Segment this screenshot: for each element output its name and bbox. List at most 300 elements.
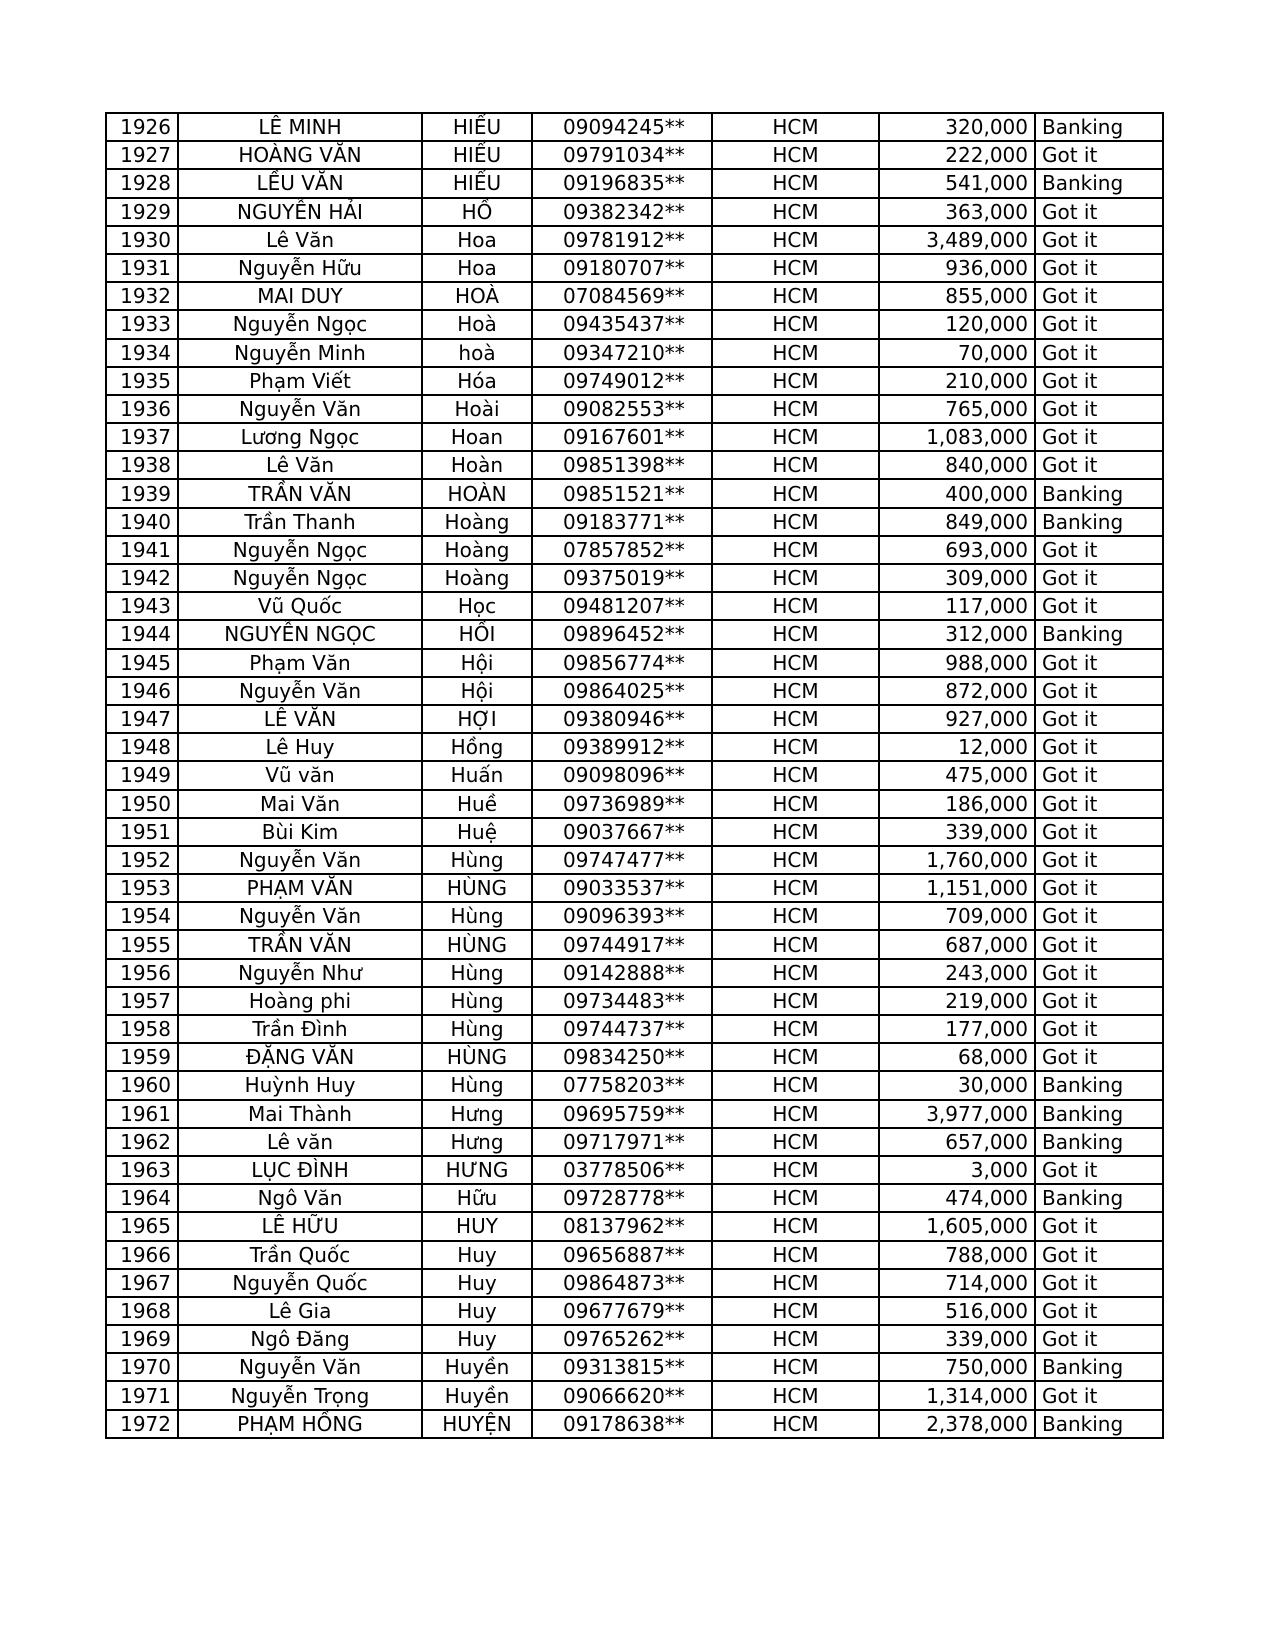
amount-cell: 988,000 — [879, 649, 1035, 677]
status-cell: Got it — [1035, 874, 1163, 902]
table-row — [106, 818, 1163, 846]
status-cell: Banking — [1035, 1353, 1163, 1381]
table-row — [106, 649, 1163, 677]
amount-cell: 1,083,000 — [879, 423, 1035, 451]
last-name-cell: NGUYỄN NGỌC — [178, 620, 422, 648]
last-name-cell: TRẦN VĂN — [178, 930, 422, 958]
phone-cell: 09167601** — [532, 423, 712, 451]
table-row — [106, 508, 1163, 536]
city-cell: HCM — [712, 846, 879, 874]
first-name-cell: Hoàng — [422, 564, 532, 592]
table-row — [106, 141, 1163, 169]
table-row — [106, 226, 1163, 254]
amount-cell: 541,000 — [879, 169, 1035, 197]
first-name-cell: Hưng — [422, 1100, 532, 1128]
phone-cell: 09180707** — [532, 254, 712, 282]
phone-cell: 07084569** — [532, 282, 712, 310]
last-name-cell: Nguyễn Văn — [178, 677, 422, 705]
status-cell: Got it — [1035, 1043, 1163, 1071]
table-row — [106, 254, 1163, 282]
row-number-cell: 1953 — [106, 874, 178, 902]
status-cell: Got it — [1035, 423, 1163, 451]
first-name-cell: Hùng — [422, 987, 532, 1015]
city-cell: HCM — [712, 451, 879, 479]
table-row — [106, 479, 1163, 507]
amount-cell: 30,000 — [879, 1071, 1035, 1099]
city-cell: HCM — [712, 1381, 879, 1409]
city-cell: HCM — [712, 902, 879, 930]
last-name-cell: Lê Huy — [178, 733, 422, 761]
last-name-cell: Lê văn — [178, 1128, 422, 1156]
table-row — [106, 1071, 1163, 1099]
city-cell: HCM — [712, 1156, 879, 1184]
phone-cell: 07758203** — [532, 1071, 712, 1099]
phone-cell: 09481207** — [532, 592, 712, 620]
last-name-cell: LỀU VĂN — [178, 169, 422, 197]
row-number-cell: 1944 — [106, 620, 178, 648]
first-name-cell: HOÀN — [422, 479, 532, 507]
last-name-cell: TRẦN VĂN — [178, 479, 422, 507]
city-cell: HCM — [712, 761, 879, 789]
city-cell: HCM — [712, 395, 879, 423]
phone-cell: 09728778** — [532, 1184, 712, 1212]
table-row — [106, 959, 1163, 987]
table-row — [106, 1353, 1163, 1381]
city-cell: HCM — [712, 536, 879, 564]
amount-cell: 186,000 — [879, 790, 1035, 818]
phone-cell: 09096393** — [532, 902, 712, 930]
status-cell: Got it — [1035, 254, 1163, 282]
row-number-cell: 1962 — [106, 1128, 178, 1156]
phone-cell: 07857852** — [532, 536, 712, 564]
city-cell: HCM — [712, 113, 879, 141]
table-row — [106, 987, 1163, 1015]
amount-cell: 765,000 — [879, 395, 1035, 423]
status-cell: Got it — [1035, 1241, 1163, 1269]
amount-cell: 3,977,000 — [879, 1100, 1035, 1128]
amount-cell: 70,000 — [879, 339, 1035, 367]
row-number-cell: 1932 — [106, 282, 178, 310]
last-name-cell: Ngô Đăng — [178, 1325, 422, 1353]
last-name-cell: Lê Văn — [178, 451, 422, 479]
first-name-cell: Hoa — [422, 254, 532, 282]
last-name-cell: Lê Văn — [178, 226, 422, 254]
row-number-cell: 1954 — [106, 902, 178, 930]
city-cell: HCM — [712, 733, 879, 761]
amount-cell: 3,489,000 — [879, 226, 1035, 254]
city-cell: HCM — [712, 649, 879, 677]
table-row — [106, 1381, 1163, 1409]
first-name-cell: Hùng — [422, 1015, 532, 1043]
amount-cell: 210,000 — [879, 367, 1035, 395]
table-row — [106, 1128, 1163, 1156]
status-cell: Got it — [1035, 818, 1163, 846]
table-row — [106, 536, 1163, 564]
amount-cell: 400,000 — [879, 479, 1035, 507]
phone-cell: 09098096** — [532, 761, 712, 789]
row-number-cell: 1956 — [106, 959, 178, 987]
row-number-cell: 1963 — [106, 1156, 178, 1184]
status-cell: Got it — [1035, 761, 1163, 789]
last-name-cell: Nguyễn Văn — [178, 902, 422, 930]
last-name-cell: Vũ văn — [178, 761, 422, 789]
amount-cell: 714,000 — [879, 1269, 1035, 1297]
table-row — [106, 169, 1163, 197]
amount-cell: 657,000 — [879, 1128, 1035, 1156]
table-row — [106, 1015, 1163, 1043]
first-name-cell: HUYỆN — [422, 1410, 532, 1438]
status-cell: Banking — [1035, 1410, 1163, 1438]
amount-cell: 177,000 — [879, 1015, 1035, 1043]
first-name-cell: hoà — [422, 339, 532, 367]
table-row — [106, 1043, 1163, 1071]
status-cell: Got it — [1035, 339, 1163, 367]
first-name-cell: HƯNG — [422, 1156, 532, 1184]
status-cell: Banking — [1035, 1071, 1163, 1099]
last-name-cell: Nguyễn Văn — [178, 1353, 422, 1381]
row-number-cell: 1966 — [106, 1241, 178, 1269]
phone-cell: 09744917** — [532, 930, 712, 958]
city-cell: HCM — [712, 987, 879, 1015]
status-cell: Got it — [1035, 592, 1163, 620]
row-number-cell: 1937 — [106, 423, 178, 451]
city-cell: HCM — [712, 930, 879, 958]
last-name-cell: Nguyễn Ngọc — [178, 536, 422, 564]
city-cell: HCM — [712, 564, 879, 592]
phone-cell: 09066620** — [532, 1381, 712, 1409]
row-number-cell: 1965 — [106, 1212, 178, 1240]
amount-cell: 117,000 — [879, 592, 1035, 620]
last-name-cell: ĐẶNG VĂN — [178, 1043, 422, 1071]
row-number-cell: 1971 — [106, 1381, 178, 1409]
row-number-cell: 1957 — [106, 987, 178, 1015]
amount-cell: 309,000 — [879, 564, 1035, 592]
city-cell: HCM — [712, 1015, 879, 1043]
city-cell: HCM — [712, 1353, 879, 1381]
table-row — [106, 846, 1163, 874]
amount-cell: 243,000 — [879, 959, 1035, 987]
first-name-cell: HÙNG — [422, 930, 532, 958]
city-cell: HCM — [712, 479, 879, 507]
phone-cell: 09094245** — [532, 113, 712, 141]
phone-cell: 09851398** — [532, 451, 712, 479]
records-table — [105, 112, 1164, 1439]
status-cell: Got it — [1035, 790, 1163, 818]
status-cell: Got it — [1035, 310, 1163, 338]
table-row — [106, 677, 1163, 705]
last-name-cell: Lương Ngọc — [178, 423, 422, 451]
status-cell: Got it — [1035, 198, 1163, 226]
last-name-cell: PHẠM VĂN — [178, 874, 422, 902]
row-number-cell: 1972 — [106, 1410, 178, 1438]
status-cell: Banking — [1035, 620, 1163, 648]
phone-cell: 09834250** — [532, 1043, 712, 1071]
table-row — [106, 1241, 1163, 1269]
first-name-cell: HIẾU — [422, 113, 532, 141]
amount-cell: 1,760,000 — [879, 846, 1035, 874]
status-cell: Got it — [1035, 395, 1163, 423]
row-number-cell: 1968 — [106, 1297, 178, 1325]
last-name-cell: Mai Thành — [178, 1100, 422, 1128]
first-name-cell: Huấn — [422, 761, 532, 789]
last-name-cell: Ngô Văn — [178, 1184, 422, 1212]
table-row — [106, 1269, 1163, 1297]
phone-cell: 09747477** — [532, 846, 712, 874]
last-name-cell: Hoàng phi — [178, 987, 422, 1015]
table-row — [106, 310, 1163, 338]
first-name-cell: Hữu — [422, 1184, 532, 1212]
amount-cell: 219,000 — [879, 987, 1035, 1015]
status-cell: Got it — [1035, 1381, 1163, 1409]
row-number-cell: 1969 — [106, 1325, 178, 1353]
status-cell: Got it — [1035, 564, 1163, 592]
last-name-cell: LÊ MINH — [178, 113, 422, 141]
last-name-cell: Huỳnh Huy — [178, 1071, 422, 1099]
phone-cell: 09781912** — [532, 226, 712, 254]
row-number-cell: 1952 — [106, 846, 178, 874]
amount-cell: 872,000 — [879, 677, 1035, 705]
amount-cell: 475,000 — [879, 761, 1035, 789]
first-name-cell: Hoàn — [422, 451, 532, 479]
first-name-cell: Huy — [422, 1241, 532, 1269]
phone-cell: 09178638** — [532, 1410, 712, 1438]
records-table-body — [106, 113, 1163, 1438]
last-name-cell: Nguyễn Văn — [178, 395, 422, 423]
row-number-cell: 1967 — [106, 1269, 178, 1297]
row-number-cell: 1933 — [106, 310, 178, 338]
phone-cell: 09142888** — [532, 959, 712, 987]
last-name-cell: PHẠM HỒNG — [178, 1410, 422, 1438]
city-cell: HCM — [712, 141, 879, 169]
row-number-cell: 1936 — [106, 395, 178, 423]
amount-cell: 516,000 — [879, 1297, 1035, 1325]
table-row — [106, 620, 1163, 648]
city-cell: HCM — [712, 705, 879, 733]
row-number-cell: 1941 — [106, 536, 178, 564]
first-name-cell: HIẾU — [422, 141, 532, 169]
amount-cell: 936,000 — [879, 254, 1035, 282]
phone-cell: 09736989** — [532, 790, 712, 818]
table-row — [106, 395, 1163, 423]
phone-cell: 09864873** — [532, 1269, 712, 1297]
first-name-cell: HỒ — [422, 198, 532, 226]
row-number-cell: 1955 — [106, 930, 178, 958]
phone-cell: 09695759** — [532, 1100, 712, 1128]
last-name-cell: Trần Đình — [178, 1015, 422, 1043]
status-cell: Banking — [1035, 479, 1163, 507]
row-number-cell: 1948 — [106, 733, 178, 761]
first-name-cell: Huy — [422, 1269, 532, 1297]
row-number-cell: 1959 — [106, 1043, 178, 1071]
row-number-cell: 1926 — [106, 113, 178, 141]
phone-cell: 09435437** — [532, 310, 712, 338]
first-name-cell: Huệ — [422, 818, 532, 846]
phone-cell: 09851521** — [532, 479, 712, 507]
city-cell: HCM — [712, 254, 879, 282]
first-name-cell: Hùng — [422, 902, 532, 930]
first-name-cell: Huề — [422, 790, 532, 818]
amount-cell: 2,378,000 — [879, 1410, 1035, 1438]
table-row — [106, 705, 1163, 733]
phone-cell: 09082553** — [532, 395, 712, 423]
table-row — [106, 1325, 1163, 1353]
phone-cell: 09656887** — [532, 1241, 712, 1269]
status-cell: Banking — [1035, 1184, 1163, 1212]
status-cell: Got it — [1035, 846, 1163, 874]
amount-cell: 222,000 — [879, 141, 1035, 169]
status-cell: Got it — [1035, 1325, 1163, 1353]
status-cell: Banking — [1035, 1100, 1163, 1128]
first-name-cell: Học — [422, 592, 532, 620]
city-cell: HCM — [712, 1184, 879, 1212]
city-cell: HCM — [712, 592, 879, 620]
row-number-cell: 1940 — [106, 508, 178, 536]
amount-cell: 709,000 — [879, 902, 1035, 930]
first-name-cell: Hoàng — [422, 508, 532, 536]
first-name-cell: Huyền — [422, 1381, 532, 1409]
status-cell: Got it — [1035, 1156, 1163, 1184]
table-row — [106, 1184, 1163, 1212]
city-cell: HCM — [712, 677, 879, 705]
row-number-cell: 1934 — [106, 339, 178, 367]
status-cell: Banking — [1035, 508, 1163, 536]
row-number-cell: 1931 — [106, 254, 178, 282]
status-cell: Got it — [1035, 902, 1163, 930]
table-row — [106, 592, 1163, 620]
first-name-cell: HUY — [422, 1212, 532, 1240]
first-name-cell: Hưng — [422, 1128, 532, 1156]
phone-cell: 09744737** — [532, 1015, 712, 1043]
last-name-cell: Trần Thanh — [178, 508, 422, 536]
first-name-cell: Hoa — [422, 226, 532, 254]
amount-cell: 1,605,000 — [879, 1212, 1035, 1240]
row-number-cell: 1938 — [106, 451, 178, 479]
table-row — [106, 198, 1163, 226]
table-row — [106, 1156, 1163, 1184]
amount-cell: 339,000 — [879, 818, 1035, 846]
amount-cell: 840,000 — [879, 451, 1035, 479]
first-name-cell: Hồng — [422, 733, 532, 761]
first-name-cell: Hội — [422, 649, 532, 677]
first-name-cell: Huy — [422, 1325, 532, 1353]
amount-cell: 3,000 — [879, 1156, 1035, 1184]
status-cell: Got it — [1035, 987, 1163, 1015]
phone-cell: 09380946** — [532, 705, 712, 733]
status-cell: Got it — [1035, 536, 1163, 564]
amount-cell: 68,000 — [879, 1043, 1035, 1071]
first-name-cell: Huyền — [422, 1353, 532, 1381]
first-name-cell: Hoài — [422, 395, 532, 423]
amount-cell: 320,000 — [879, 113, 1035, 141]
last-name-cell: Nguyễn Ngọc — [178, 564, 422, 592]
row-number-cell: 1961 — [106, 1100, 178, 1128]
phone-cell: 09313815** — [532, 1353, 712, 1381]
row-number-cell: 1951 — [106, 818, 178, 846]
last-name-cell: Bùi Kim — [178, 818, 422, 846]
row-number-cell: 1960 — [106, 1071, 178, 1099]
first-name-cell: Huy — [422, 1297, 532, 1325]
table-row — [106, 1297, 1163, 1325]
last-name-cell: Nguyễn Ngọc — [178, 310, 422, 338]
first-name-cell: HỢI — [422, 705, 532, 733]
last-name-cell: Nguyễn Minh — [178, 339, 422, 367]
amount-cell: 855,000 — [879, 282, 1035, 310]
phone-cell: 09375019** — [532, 564, 712, 592]
amount-cell: 693,000 — [879, 536, 1035, 564]
first-name-cell: Hùng — [422, 1071, 532, 1099]
row-number-cell: 1949 — [106, 761, 178, 789]
amount-cell: 339,000 — [879, 1325, 1035, 1353]
status-cell: Got it — [1035, 705, 1163, 733]
row-number-cell: 1970 — [106, 1353, 178, 1381]
last-name-cell: HOÀNG VĂN — [178, 141, 422, 169]
last-name-cell: Mai Văn — [178, 790, 422, 818]
phone-cell: 09196835** — [532, 169, 712, 197]
city-cell: HCM — [712, 620, 879, 648]
table-row — [106, 930, 1163, 958]
last-name-cell: LÊ HỮU — [178, 1212, 422, 1240]
phone-cell: 09347210** — [532, 339, 712, 367]
city-cell: HCM — [712, 1410, 879, 1438]
last-name-cell: Trần Quốc — [178, 1241, 422, 1269]
amount-cell: 120,000 — [879, 310, 1035, 338]
amount-cell: 1,151,000 — [879, 874, 1035, 902]
status-cell: Got it — [1035, 1269, 1163, 1297]
status-cell: Banking — [1035, 1128, 1163, 1156]
table-row — [106, 367, 1163, 395]
first-name-cell: Hùng — [422, 846, 532, 874]
row-number-cell: 1945 — [106, 649, 178, 677]
city-cell: HCM — [712, 1128, 879, 1156]
phone-cell: 09749012** — [532, 367, 712, 395]
table-row — [106, 1410, 1163, 1438]
status-cell: Got it — [1035, 1212, 1163, 1240]
amount-cell: 788,000 — [879, 1241, 1035, 1269]
phone-cell: 09765262** — [532, 1325, 712, 1353]
row-number-cell: 1947 — [106, 705, 178, 733]
city-cell: HCM — [712, 1325, 879, 1353]
amount-cell: 750,000 — [879, 1353, 1035, 1381]
row-number-cell: 1928 — [106, 169, 178, 197]
phone-cell: 09382342** — [532, 198, 712, 226]
row-number-cell: 1930 — [106, 226, 178, 254]
first-name-cell: HÙNG — [422, 874, 532, 902]
city-cell: HCM — [712, 1043, 879, 1071]
table-row — [106, 761, 1163, 789]
table-row — [106, 564, 1163, 592]
row-number-cell: 1927 — [106, 141, 178, 169]
status-cell: Got it — [1035, 959, 1163, 987]
amount-cell: 687,000 — [879, 930, 1035, 958]
status-cell: Got it — [1035, 1015, 1163, 1043]
status-cell: Got it — [1035, 649, 1163, 677]
status-cell: Banking — [1035, 113, 1163, 141]
status-cell: Got it — [1035, 733, 1163, 761]
status-cell: Got it — [1035, 141, 1163, 169]
phone-cell: 08137962** — [532, 1212, 712, 1240]
phone-cell: 09896452** — [532, 620, 712, 648]
table-row — [106, 423, 1163, 451]
last-name-cell: Nguyễn Quốc — [178, 1269, 422, 1297]
table-row — [106, 282, 1163, 310]
city-cell: HCM — [712, 818, 879, 846]
status-cell: Got it — [1035, 226, 1163, 254]
last-name-cell: Lê Gia — [178, 1297, 422, 1325]
amount-cell: 474,000 — [879, 1184, 1035, 1212]
city-cell: HCM — [712, 339, 879, 367]
row-number-cell: 1939 — [106, 479, 178, 507]
amount-cell: 1,314,000 — [879, 1381, 1035, 1409]
